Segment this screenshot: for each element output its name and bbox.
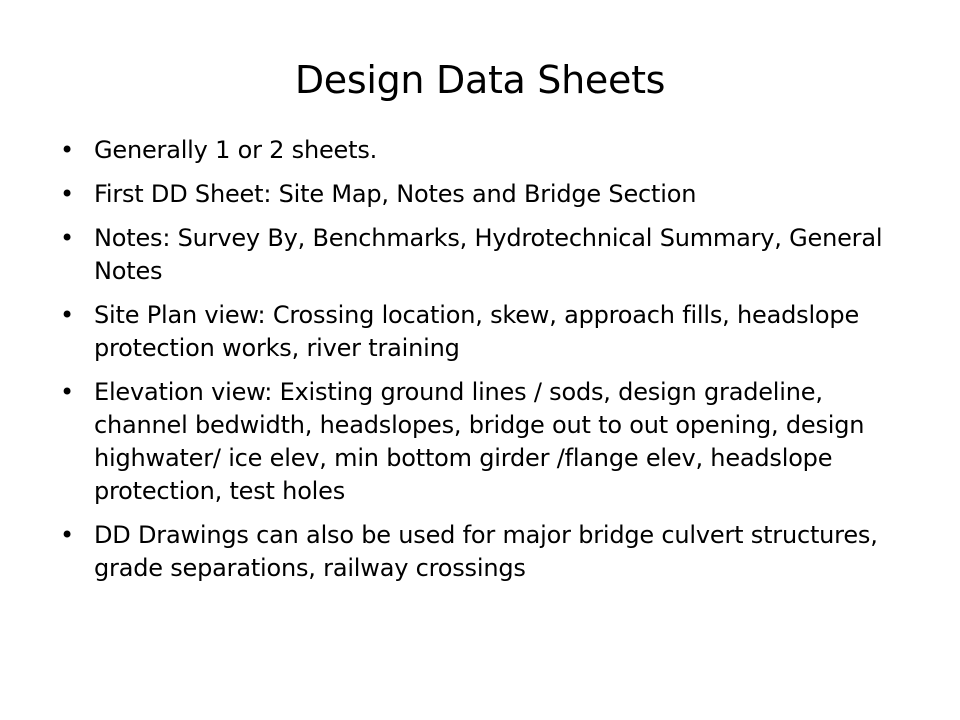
- bullet-text: Site Plan view: Crossing location, skew, approach fills, headslope protection works, river training: [94, 301, 860, 362]
- bullet-dot-icon: •: [60, 136, 74, 164]
- bullet-item: [60, 299, 920, 365]
- bullet-dot-icon: •: [60, 301, 74, 329]
- bullet-item: [60, 178, 920, 211]
- bullet-item: [60, 134, 920, 167]
- bullet-list: [60, 134, 920, 596]
- bullet-item: [60, 222, 920, 288]
- bullet-text: Elevation view: Existing ground lines / sods, design gradeline, channel bedwidth, headslopes, bridge out to out opening, design highwater/ ice elev, min bottom girder /flange elev, headslope protection, test holes: [94, 378, 865, 505]
- bullet-dot-icon: •: [60, 224, 74, 252]
- bullet-item: [60, 376, 920, 508]
- bullet-dot-icon: •: [60, 180, 74, 208]
- slide-title: Design Data Sheets: [294, 58, 666, 102]
- bullet-dot-icon: •: [60, 521, 74, 549]
- bullet-text: DD Drawings can also be used for major bridge culvert structures, grade separations, railway crossings: [94, 521, 878, 582]
- bullet-dot-icon: •: [60, 378, 74, 406]
- bullet-item: [60, 519, 920, 585]
- bullet-text: First DD Sheet: Site Map, Notes and Bridge Section: [94, 180, 697, 208]
- bullet-text: Generally 1 or 2 sheets.: [94, 136, 378, 164]
- bullet-text: Notes: Survey By, Benchmarks, Hydrotechnical Summary, General Notes: [94, 224, 883, 285]
